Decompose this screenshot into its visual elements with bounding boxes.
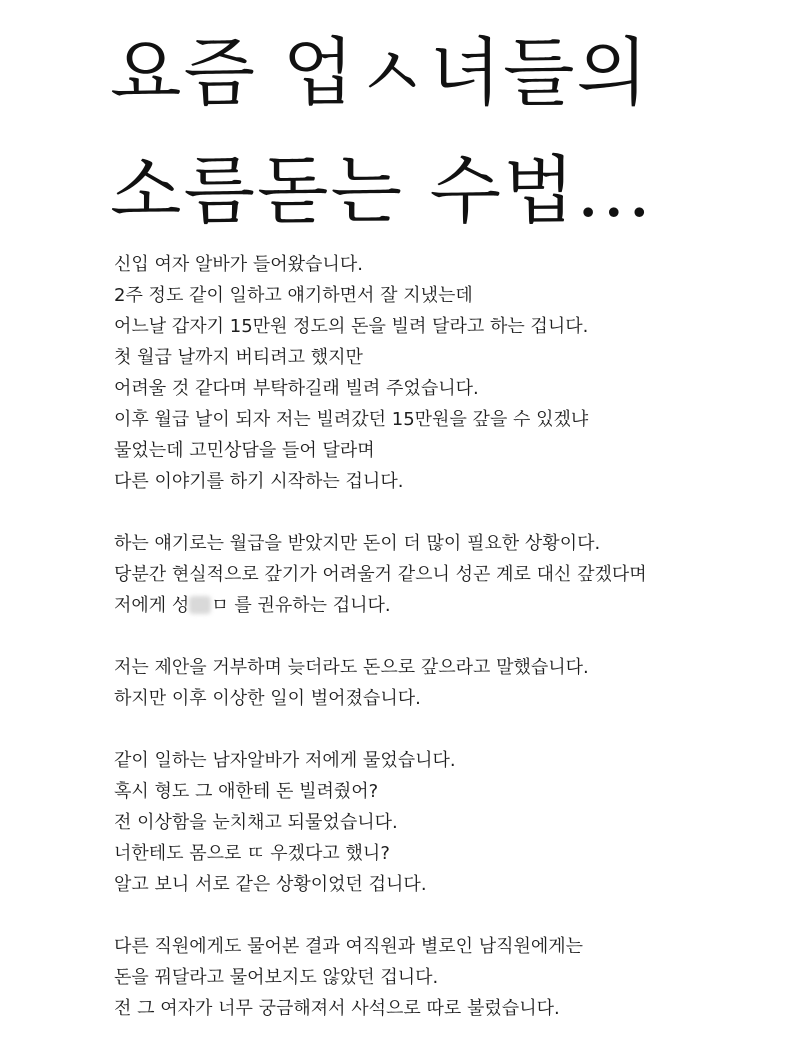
- headline: [110, 14, 750, 250]
- text-line: 이후 월급 날이 되자 저는 빌려갔던 15만원을 갚을 수 있겠냐: [114, 409, 589, 430]
- blurred-censor-mark: [189, 596, 211, 614]
- text-line: 첫 월급 날까지 버티려고 했지만: [114, 347, 363, 368]
- paragraph-3: [114, 652, 774, 714]
- text-line: 다른 직원에게도 물어본 결과 여직원과 별로인 남직원에게는: [114, 936, 584, 957]
- headline-line-1: 요즘 업ㅅ녀들의: [110, 30, 650, 116]
- paragraph-4: [114, 745, 774, 900]
- text-line: 전 이상함을 눈치채고 되물었습니다.: [114, 812, 398, 833]
- headline-line-2: 소름돋는 수법...: [110, 148, 653, 234]
- censored-line-after: ㅁ 를 권유하는 겁니다.: [211, 595, 391, 616]
- article-body: [114, 249, 774, 1055]
- text-line: 저는 제안을 거부하며 늦더라도 돈으로 갚으라고 말했습니다.: [114, 657, 589, 678]
- text-line: 물었는데 고민상담을 들어 달라며: [114, 440, 375, 461]
- text-line: 어느날 갑자기 15만원 정도의 돈을 빌려 달라고 하는 겁니다.: [114, 316, 589, 337]
- text-line: 같이 일하는 남자알바가 저에게 물었습니다.: [114, 750, 456, 771]
- paragraph-2: [114, 528, 774, 621]
- text-line: 신입 여자 알바가 들어왔습니다.: [114, 254, 363, 275]
- text-line: 혹시 형도 그 애한테 돈 빌려줬어?: [114, 781, 379, 802]
- text-line: 하는 얘기로는 월급을 받았지만 돈이 더 많이 필요한 상황이다.: [114, 533, 601, 554]
- text-line: 전 그 여자가 너무 궁금해져서 사석으로 따로 불렀습니다.: [114, 998, 560, 1019]
- censored-text-line: [114, 590, 774, 621]
- text-line: 어려울 것 같다며 부탁하길래 빌려 주었습니다.: [114, 378, 479, 399]
- censored-line-before: 저에게 성: [114, 595, 190, 616]
- text-line: 다른 이야기를 하기 시작하는 겁니다.: [114, 471, 404, 492]
- paragraph-5: [114, 931, 774, 1024]
- text-line: 당분간 현실적으로 갚기가 어려울거 같으니 성곤 계로 대신 갚겠다며: [114, 564, 647, 585]
- text-line: 2주 정도 같이 일하고 얘기하면서 잘 지냈는데: [114, 285, 473, 306]
- text-line: 돈을 꿔달라고 물어보지도 않았던 겁니다.: [114, 967, 439, 988]
- paragraph-1: [114, 249, 774, 497]
- text-line: 알고 보니 서로 같은 상황이었던 겁니다.: [114, 874, 427, 895]
- text-line: 너한테도 몸으로 ㄸ 우겠다고 했니?: [114, 843, 390, 864]
- text-line: 하지만 이후 이상한 일이 벌어졌습니다.: [114, 688, 421, 709]
